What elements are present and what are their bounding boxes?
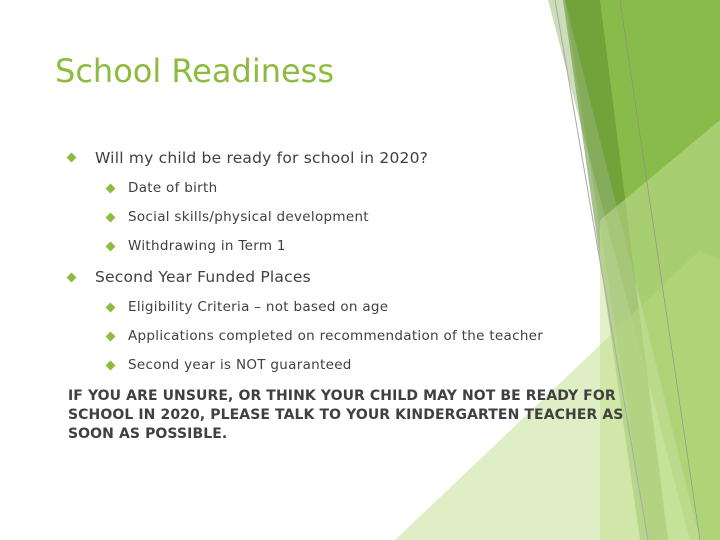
bullet-heading-second-year: Second Year Funded Places	[95, 268, 311, 286]
sub-bullet-social-skills: Social skills/physical development	[128, 209, 369, 225]
sub-bullet-date-of-birth: Date of birth	[128, 180, 218, 196]
sub-bullet-eligibility: Eligibility Criteria – not based on age	[128, 299, 389, 315]
sub-bullet-applications: Applications completed on recommendation of the teacher	[128, 328, 544, 344]
bullet-heading-ready: Will my child be ready for school in 2020?	[95, 149, 429, 167]
sub-bullet-withdrawing: Withdrawing in Term 1	[128, 238, 286, 254]
slide-title: School Readiness	[55, 52, 335, 90]
advice-note: IF YOU ARE UNSURE, OR THINK YOUR CHILD MAY NOT BE READY FOR SCHOOL IN 2020, PLEASE TALK TO YOUR KINDERGARTEN TEACHER AS SOON AS POSSIBLE.	[68, 388, 624, 442]
sub-bullet-not-guaranteed: Second year is NOT guaranteed	[128, 357, 352, 373]
